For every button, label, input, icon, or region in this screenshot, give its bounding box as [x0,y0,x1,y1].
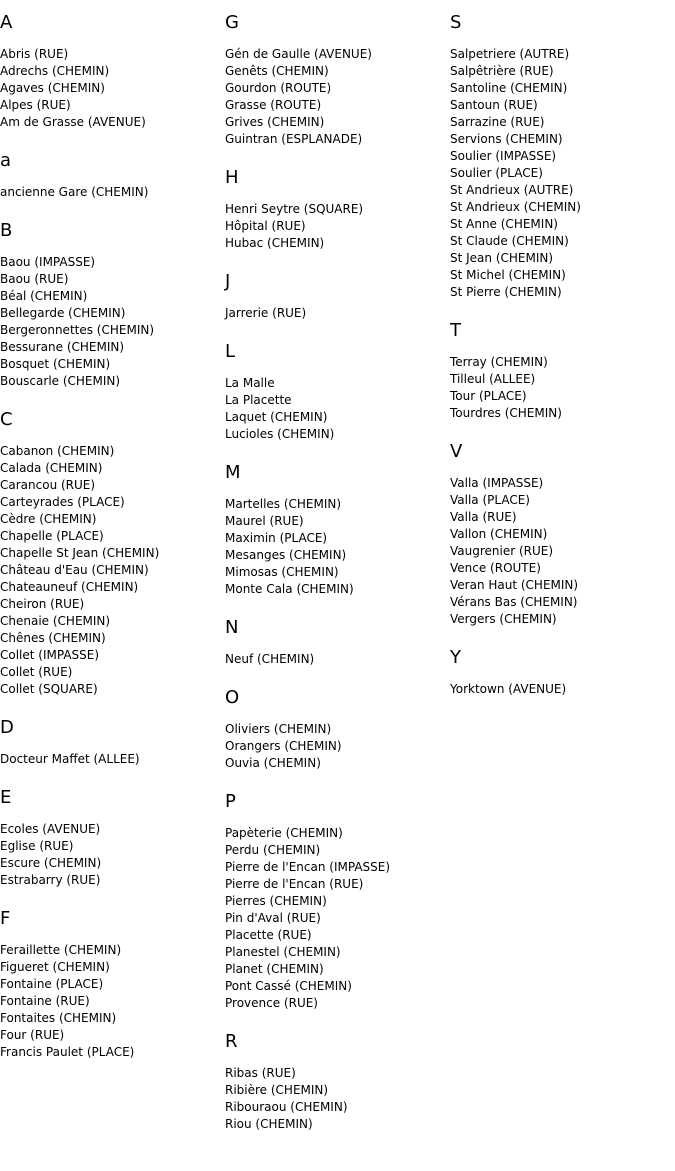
street-item: Soulier (PLACE) [450,166,543,180]
street-item: Veran Haut (CHEMIN) [450,578,579,592]
street-item: Planestel (CHEMIN) [225,945,341,959]
street-item: Soulier (IMPASSE) [450,149,557,163]
letter-group [225,341,445,443]
street-item: Riou (CHEMIN) [225,1117,313,1131]
letter-group [225,791,445,1012]
street-item: Henri Seytre (SQUARE) [225,202,364,216]
letter-heading: P [225,791,236,812]
street-item: Tourdres (CHEMIN) [450,406,562,420]
street-item: Bessurane (CHEMIN) [0,340,125,354]
street-item: Feraillette (CHEMIN) [0,943,122,957]
street-item: Cèdre (CHEMIN) [0,512,97,526]
street-item: Lucioles (CHEMIN) [225,427,335,441]
street-list [225,46,445,148]
street-item: Pont Cassé (CHEMIN) [225,979,352,993]
street-item: Francis Paulet (PLACE) [0,1045,135,1059]
street-item: Salpetriere (AUTRE) [450,47,570,61]
street-item: Vérans Bas (CHEMIN) [450,595,578,609]
letter-heading: H [225,167,239,188]
street-item: Docteur Maffet (ALLEE) [0,752,140,766]
letter-heading: F [0,908,11,929]
street-item: Agaves (CHEMIN) [0,81,105,95]
street-item: Chênes (CHEMIN) [0,631,106,645]
street-item: St Andrieux (CHEMIN) [450,200,581,214]
letter-heading: A [0,12,13,33]
street-list [225,496,445,598]
street-item: ancienne Gare (CHEMIN) [0,185,149,199]
street-list [450,475,670,628]
street-item: Hubac (CHEMIN) [225,236,325,250]
letter-group [225,271,445,322]
street-item: La Placette [225,393,292,407]
street-item: Placette (RUE) [225,928,312,942]
street-list [225,825,445,1012]
letter-heading: M [225,462,241,483]
street-item: Santoun (RUE) [450,98,538,112]
street-item: Chapelle (PLACE) [0,529,104,543]
letter-group [0,717,220,768]
street-item: Am de Grasse (AVENUE) [0,115,146,129]
street-item: Genêts (CHEMIN) [225,64,329,78]
street-item: Carteyrades (PLACE) [0,495,125,509]
letter-heading: Y [450,647,461,668]
street-list [0,751,220,768]
street-item: Vaugrenier (RUE) [450,544,554,558]
street-item: Gourdon (ROUTE) [225,81,332,95]
letter-group [450,647,670,698]
street-item: St Anne (CHEMIN) [450,217,558,231]
letter-group [225,617,445,668]
street-item: Bouscarle (CHEMIN) [0,374,121,388]
street-item: Mesanges (CHEMIN) [225,548,347,562]
street-item: Escure (CHEMIN) [0,856,102,870]
street-item: Pierre de l'Encan (RUE) [225,877,364,891]
street-item: Valla (PLACE) [450,493,530,507]
letter-group [450,441,670,628]
letter-group [225,687,445,772]
street-list [225,651,445,668]
street-list [225,201,445,252]
street-item: Figueret (CHEMIN) [0,960,110,974]
street-item: Hôpital (RUE) [225,219,306,233]
street-item: Fontaine (RUE) [0,994,90,1008]
street-item: Bellegarde (CHEMIN) [0,306,126,320]
street-list [0,443,220,698]
street-item: Chapelle St Jean (CHEMIN) [0,546,160,560]
street-item: Cabanon (CHEMIN) [0,444,115,458]
street-item: Pin d'Aval (RUE) [225,911,321,925]
street-item: La Malle [225,376,275,390]
letter-heading: a [0,150,12,171]
street-item: Collet (SQUARE) [0,682,98,696]
street-item: Vence (ROUTE) [450,561,541,575]
letter-group [0,787,220,889]
street-item: Bergeronnettes (CHEMIN) [0,323,155,337]
street-item: Maximin (PLACE) [225,531,328,545]
street-item: Adrechs (CHEMIN) [0,64,110,78]
street-item: Orangers (CHEMIN) [225,739,342,753]
street-item: Planet (CHEMIN) [225,962,324,976]
street-item: Jarrerie (RUE) [225,306,307,320]
street-item: Cheiron (RUE) [0,597,85,611]
street-item: Eglise (RUE) [0,839,74,853]
street-item: St Claude (CHEMIN) [450,234,569,248]
letter-group [225,167,445,252]
letter-heading: G [225,12,239,33]
street-list [450,46,670,301]
street-index-column-1 [0,12,220,1061]
street-list [225,721,445,772]
street-item: Fontaites (CHEMIN) [0,1011,117,1025]
street-item: Tour (PLACE) [450,389,527,403]
letter-heading: B [0,220,13,241]
street-item: Sarrazine (RUE) [450,115,545,129]
street-item: Vallon (CHEMIN) [450,527,548,541]
letter-group [450,320,670,422]
street-list [225,305,445,322]
street-list [0,184,220,201]
street-item: Valla (IMPASSE) [450,476,544,490]
letter-heading: C [0,409,13,430]
street-item: Servions (CHEMIN) [450,132,563,146]
street-item: Maurel (RUE) [225,514,304,528]
street-item: Guintran (ESPLANADE) [225,132,363,146]
street-list [225,1065,445,1133]
street-item: Monte Cala (CHEMIN) [225,582,354,596]
street-list [0,46,220,131]
street-item: Gén de Gaulle (AVENUE) [225,47,372,61]
letter-heading: S [450,12,462,33]
street-item: Martelles (CHEMIN) [225,497,342,511]
street-index-column-2 [225,12,445,1133]
street-item: Oliviers (CHEMIN) [225,722,332,736]
letter-group [225,1031,445,1133]
street-list [0,821,220,889]
street-item: Tilleul (ALLEE) [450,372,536,386]
letter-heading: D [0,717,14,738]
street-item: Perdu (CHEMIN) [225,843,321,857]
street-item: Laquet (CHEMIN) [225,410,328,424]
letter-heading: L [225,341,236,362]
street-item: Vergers (CHEMIN) [450,612,557,626]
street-item: Ecoles (AVENUE) [0,822,101,836]
street-item: Four (RUE) [0,1028,65,1042]
street-list [225,375,445,443]
street-item: Baou (IMPASSE) [0,255,96,269]
street-item: Alpes (RUE) [0,98,71,112]
letter-group [225,462,445,598]
street-item: Calada (CHEMIN) [0,461,103,475]
street-list [450,681,670,698]
letter-group [450,12,670,301]
street-item: Fontaine (PLACE) [0,977,104,991]
street-item: Terray (CHEMIN) [450,355,548,369]
street-item: Ouvia (CHEMIN) [225,756,321,770]
street-item: Grives (CHEMIN) [225,115,325,129]
street-item: Collet (IMPASSE) [0,648,100,662]
street-item: Abris (RUE) [0,47,69,61]
street-item: Carancou (RUE) [0,478,96,492]
letter-heading: V [450,441,463,462]
street-item: Valla (RUE) [450,510,517,524]
letter-group [0,220,220,390]
street-item: Grasse (ROUTE) [225,98,322,112]
street-item: Santoline (CHEMIN) [450,81,568,95]
letter-group [225,12,445,148]
street-item: Ribière (CHEMIN) [225,1083,329,1097]
street-item: Ribouraou (CHEMIN) [225,1100,348,1114]
street-item: Papèterie (CHEMIN) [225,826,343,840]
street-item: Estrabarry (RUE) [0,873,101,887]
street-item: St Andrieux (AUTRE) [450,183,574,197]
street-list [0,254,220,390]
street-item: Yorktown (AVENUE) [450,682,567,696]
street-item: Pierre de l'Encan (IMPASSE) [225,860,391,874]
street-item: Bosquet (CHEMIN) [0,357,111,371]
letter-group [0,12,220,131]
letter-group [0,150,220,201]
street-item: Salpêtrière (RUE) [450,64,554,78]
street-item: Béal (CHEMIN) [0,289,88,303]
letter-heading: R [225,1031,238,1052]
letter-group [0,409,220,698]
street-item: Mimosas (CHEMIN) [225,565,339,579]
letter-heading: N [225,617,239,638]
street-item: Collet (RUE) [0,665,73,679]
letter-group [0,908,220,1061]
street-item: Pierres (CHEMIN) [225,894,327,908]
street-list [0,942,220,1061]
street-item: Provence (RUE) [225,996,318,1010]
letter-heading: T [450,320,461,341]
street-item: Chenaie (CHEMIN) [0,614,111,628]
letter-heading: O [225,687,240,708]
street-item: Neuf (CHEMIN) [225,652,315,666]
street-item: St Jean (CHEMIN) [450,251,554,265]
letter-heading: J [225,271,231,292]
street-item: Ribas (RUE) [225,1066,296,1080]
street-item: St Michel (CHEMIN) [450,268,566,282]
street-index-column-3 [450,12,670,698]
letter-heading: E [0,787,12,808]
street-list [450,354,670,422]
street-item: Baou (RUE) [0,272,69,286]
street-item: St Pierre (CHEMIN) [450,285,562,299]
street-item: Château d'Eau (CHEMIN) [0,563,149,577]
street-item: Chateauneuf (CHEMIN) [0,580,139,594]
